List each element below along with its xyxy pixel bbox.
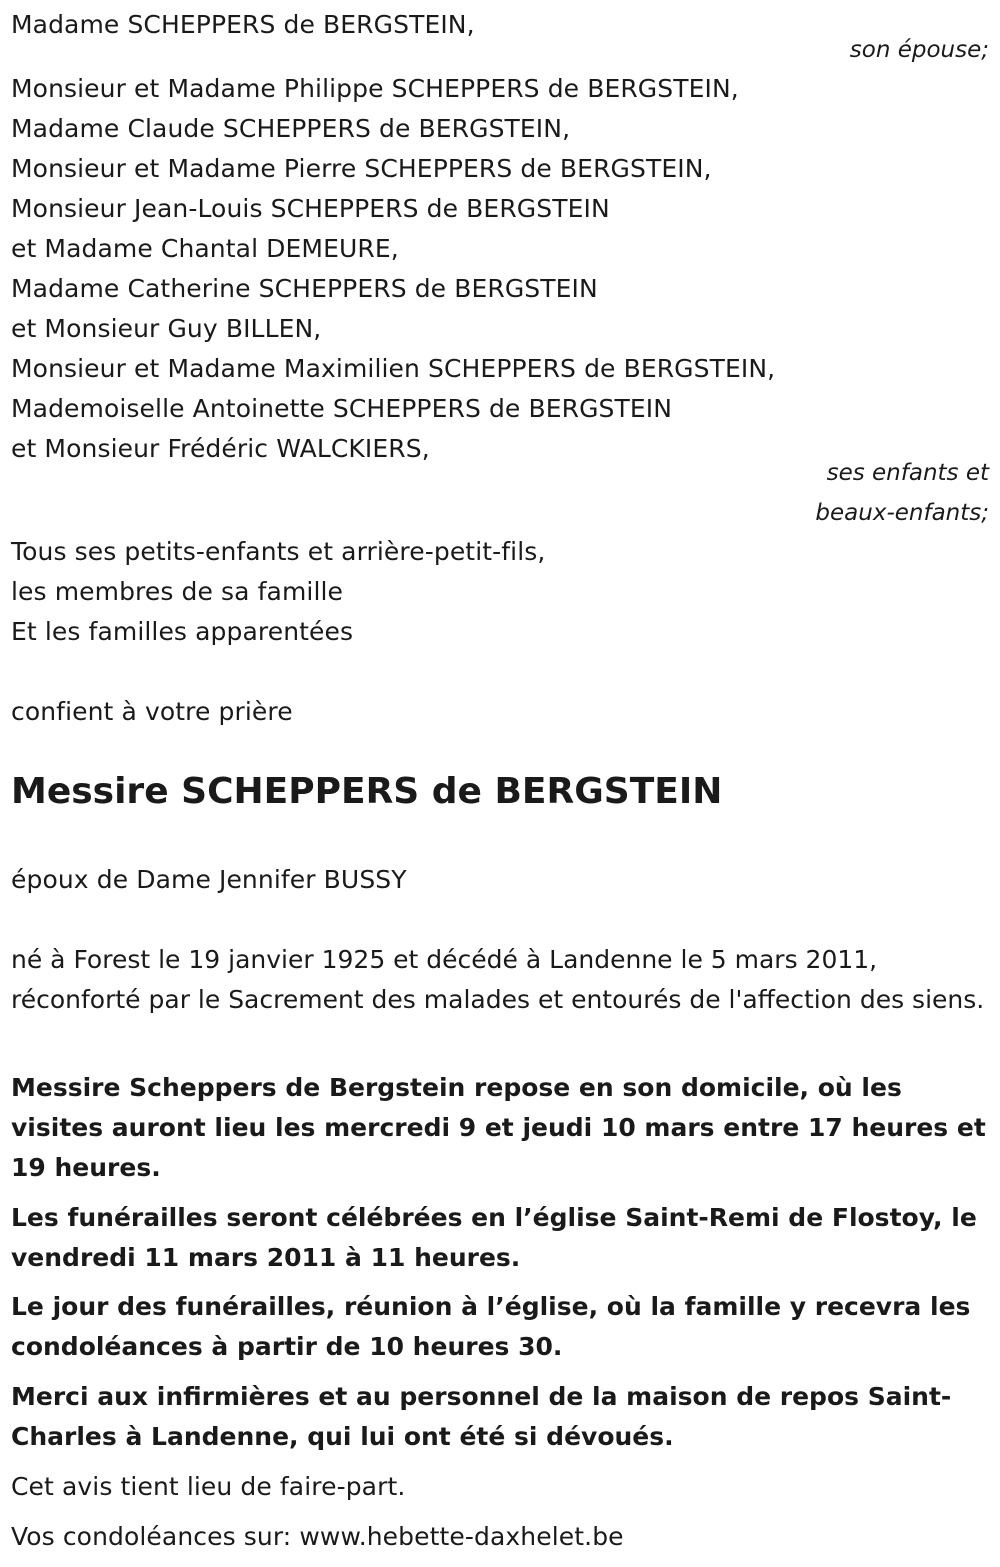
- child-line-4: Monsieur Jean-Louis SCHEPPERS de BERGSTEIN: [11, 194, 610, 223]
- condolences-meeting-paragraph: Le jour des funérailles, réunion à l’église, où la famille y recevra les condoléances à partir de 10 heures 30.: [11, 1292, 971, 1361]
- birth-death-paragraph: né à Forest le 19 janvier 1925 et décédé à Landenne le 5 mars 2011, réconforté par le Sacrement des malades et entourés de l'affection des siens.: [11, 945, 985, 1014]
- child-line-6: Madame Catherine SCHEPPERS de BERGSTEIN: [11, 274, 598, 303]
- child-line-5: et Madame Chantal DEMEURE,: [11, 234, 399, 263]
- child-line-8: Monsieur et Madame Maximilien SCHEPPERS de BERGSTEIN,: [11, 354, 776, 383]
- visits-paragraph: Messire Scheppers de Bergstein repose en son domicile, où les visites auront lieu les mercredi 9 et jeudi 10 mars entre 17 heures et 19 heures.: [11, 1073, 986, 1182]
- child-line-7: et Monsieur Guy BILLEN,: [11, 314, 322, 343]
- child-line-9: Mademoiselle Antoinette SCHEPPERS de BERGSTEIN: [11, 394, 673, 423]
- prayer-line: confient à votre prière: [11, 697, 293, 726]
- children-relation-2: beaux-enfants;: [815, 500, 989, 526]
- notice-line: Cet avis tient lieu de faire-part.: [11, 1472, 406, 1501]
- family-line-1: Tous ses petits-enfants et arrière-petit-fils,: [11, 537, 546, 566]
- deceased-name: Messire SCHEPPERS de BERGSTEIN: [11, 771, 723, 812]
- spouse-name: Madame SCHEPPERS de BERGSTEIN,: [11, 10, 475, 39]
- online-condolences-line: Vos condoléances sur: www.hebette-daxhelet.be: [11, 1522, 624, 1551]
- thanks-paragraph: Merci aux infirmières et au personnel de la maison de repos Saint-Charles à Landenne, qui lui ont été si dévoués.: [11, 1382, 952, 1451]
- child-line-10: et Monsieur Frédéric WALCKIERS,: [11, 434, 430, 463]
- spouse-of: époux de Dame Jennifer BUSSY: [11, 865, 407, 894]
- family-line-3: Et les familles apparentées: [11, 617, 354, 646]
- spouse-relation: son épouse;: [849, 37, 989, 63]
- family-line-2: les membres de sa famille: [11, 577, 344, 606]
- child-line-2: Madame Claude SCHEPPERS de BERGSTEIN,: [11, 114, 571, 143]
- funeral-paragraph: Les funérailles seront célébrées en l’église Saint-Remi de Flostoy, le vendredi 11 mars 2011 à 11 heures.: [11, 1203, 977, 1272]
- child-line-3: Monsieur et Madame Pierre SCHEPPERS de BERGSTEIN,: [11, 154, 712, 183]
- child-line-1: Monsieur et Madame Philippe SCHEPPERS de BERGSTEIN,: [11, 74, 739, 103]
- children-relation-1: ses enfants et: [826, 460, 989, 486]
